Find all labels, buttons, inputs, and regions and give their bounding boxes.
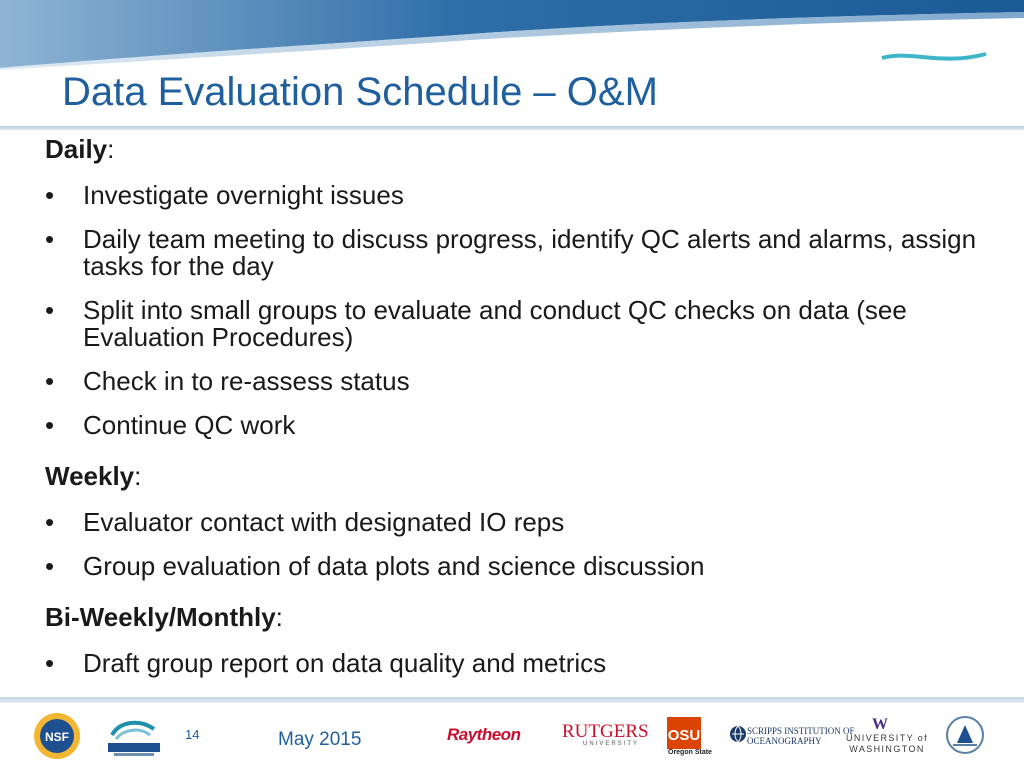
bullet-icon: • — [45, 224, 55, 254]
slide-content — [45, 133, 995, 677]
uw-logo-text: UNIVERSITY of WASHINGTON — [846, 733, 929, 754]
title-divider — [0, 126, 1024, 130]
page-number: 14 — [185, 727, 200, 742]
scripps-logo: SCRIPPS INSTITUTION OF OCEANOGRAPHY — [747, 726, 855, 746]
bullet-icon: • — [45, 410, 55, 440]
section-heading-daily: Daily: — [45, 134, 115, 164]
header-wave-band — [0, 0, 1024, 70]
bullet-list-weekly — [45, 509, 995, 580]
osu-logo-subtitle: Oregon State — [668, 749, 712, 756]
list-item: • Split into small groups to evaluate and conduct QC checks on data (see Evaluation Procedures) — [45, 295, 907, 352]
scripps-globe-icon — [729, 725, 747, 743]
osu-logo — [667, 717, 701, 753]
list-item: • Evaluator contact with designated IO reps — [45, 507, 565, 537]
list-item: • Group evaluation of data plots and science discussion — [45, 551, 705, 581]
rutgers-logo-subtitle: UNIVERSITY — [583, 741, 640, 747]
uw-logo-mark: W — [872, 716, 888, 733]
bullet-icon: • — [45, 551, 55, 581]
svg-text:NSF: NSF — [45, 730, 69, 744]
whoi-logo — [945, 715, 985, 755]
bullet-list-biweekly — [45, 650, 995, 677]
section-biweekly-monthly — [45, 601, 995, 677]
svg-text:OSU: OSU — [667, 727, 701, 744]
raytheon-logo: Raytheon — [447, 725, 521, 744]
bullet-list-daily — [45, 182, 995, 439]
ocean-leadership-logo — [106, 715, 162, 759]
bullet-icon: • — [45, 366, 55, 396]
list-item: • Daily team meeting to discuss progress, identify QC alerts and alarms, assign tasks for the day — [45, 224, 977, 281]
bullet-icon: • — [45, 295, 55, 325]
section-heading-weekly: Weekly: — [45, 461, 142, 491]
footer-date: May 2015 — [278, 729, 362, 750]
ooi-logo — [880, 14, 990, 70]
list-item: • Draft group report on data quality and metrics — [45, 648, 607, 678]
rutgers-logo: RUTGERS — [562, 721, 649, 742]
list-item: • Check in to re-assess status — [45, 366, 410, 396]
slide-title: Data Evaluation Schedule – O&M — [62, 70, 658, 114]
bullet-icon: • — [45, 180, 55, 210]
section-daily — [45, 133, 995, 439]
list-item: • Continue QC work — [45, 410, 296, 440]
footer — [0, 703, 1024, 768]
svg-text:OOI: OOI — [884, 15, 970, 64]
nsf-logo — [32, 711, 82, 761]
bullet-icon: • — [45, 507, 55, 537]
list-item: • Investigate overnight issues — [45, 180, 404, 210]
section-heading-biweekly: Bi-Weekly/Monthly: — [45, 602, 283, 632]
section-weekly — [45, 460, 995, 580]
bullet-icon: • — [45, 648, 55, 678]
